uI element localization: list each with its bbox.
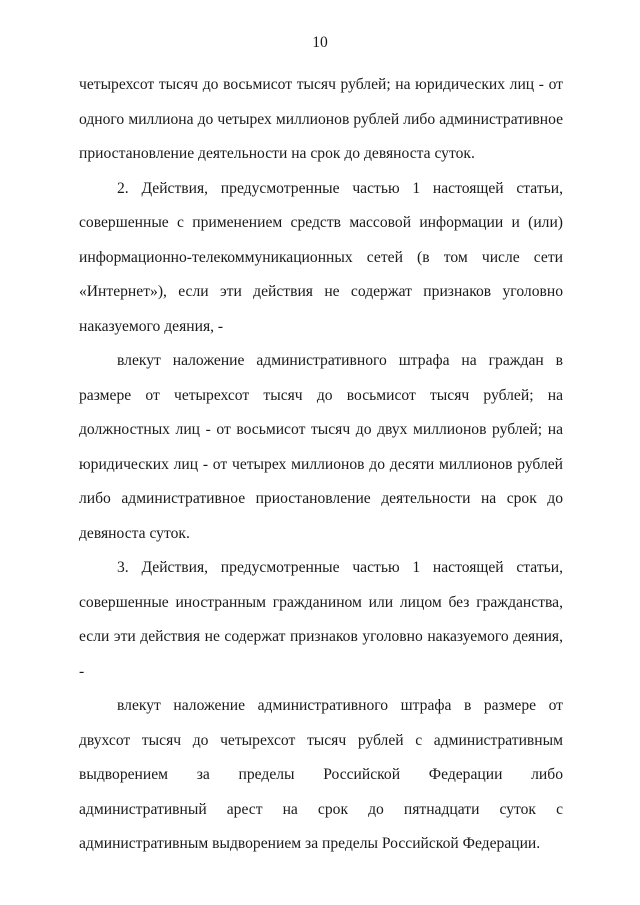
paragraph-continuation: четырехсот тысяч до восьмисот тысяч рублей; на юридических лиц - от одного миллиона до четырех миллионов рублей либо административное приостановление деятельности на срок до девяноста суток. bbox=[79, 76, 563, 162]
document-body bbox=[79, 68, 563, 862]
paragraph-penalty-part-2: влекут наложение административного штрафа на граждан в размере от четырехсот тысяч до восьмисот тысяч рублей; на должностных лиц - от восьмисот тысяч до двух миллионов рублей; на юридических лиц - от четырех миллионов до десяти миллионов рублей либо административное приостановление деятельности на срок до девяноста суток. bbox=[79, 352, 563, 542]
paragraph-penalty-part-3: влекут наложение административного штрафа в размере от двухсот тысяч до четырехсот тысяч рублей с административным выдворением за пределы Российской Федерации либо административный арест на срок до пятнадцати суток с административным выдворением за пределы Российской Федерации. bbox=[79, 697, 563, 852]
paragraph-part-2: 2. Действия, предусмотренные частью 1 настоящей статьи, совершенные с применением средств массовой информации и (или) информационно-телекоммуникационных сетей (в том числе сети «Интернет»), если эти действия не содержат признаков уголовно наказуемого деяния, - bbox=[79, 179, 563, 335]
page-number: 10 bbox=[312, 34, 328, 51]
paragraph-part-3: 3. Действия, предусмотренные частью 1 настоящей статьи, совершенные иностранным гражданином или лицом без гражданства, если эти действия не содержат признаков уголовно наказуемого деяния, - bbox=[79, 559, 563, 680]
